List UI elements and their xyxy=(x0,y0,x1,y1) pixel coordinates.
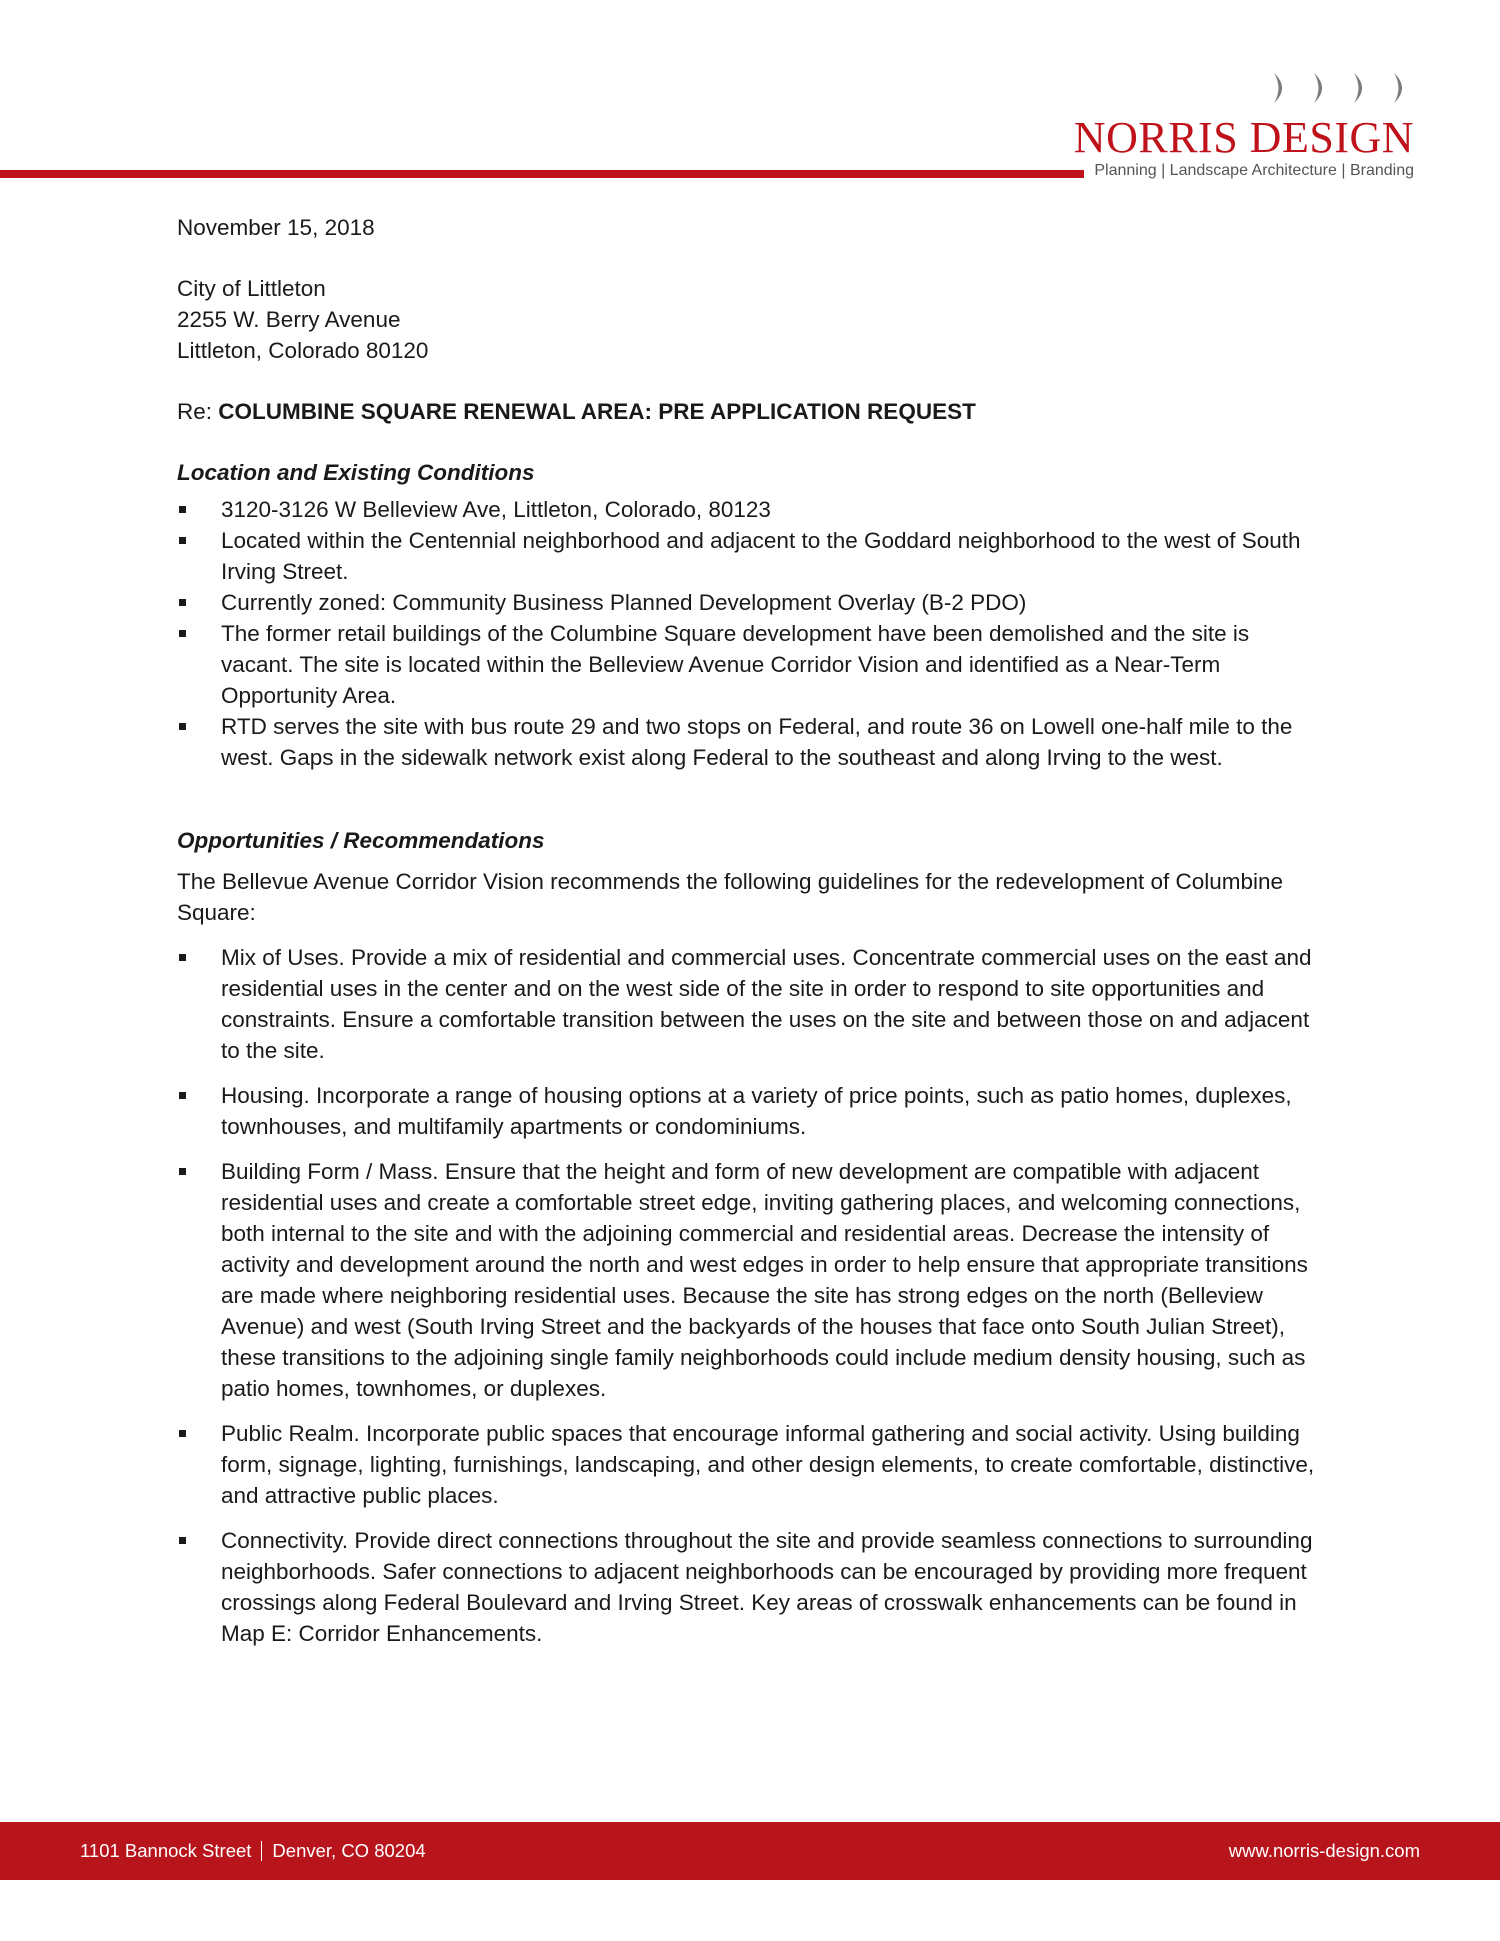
footer-city: Denver, CO 80204 xyxy=(272,1840,426,1861)
list-item: Public Realm. Incorporate public spaces that encourage informal gathering and social activity. Using building form, signage, lighting, furnishings, landscaping, and other design elements, to create comfortable, distinctive, and attractive public places. xyxy=(177,1418,1327,1511)
footer-website-link[interactable]: www.norris-design.com xyxy=(1228,1840,1420,1861)
crescent-icon xyxy=(1308,70,1334,106)
list-item: RTD serves the site with bus route 29 and two stops on Federal, and route 36 on Lowell one-half mile to the west. Gaps in the sidewalk network exist along Federal to the southeast and along Irving to the west. xyxy=(177,711,1327,773)
crescent-icon xyxy=(1348,70,1374,106)
logo-tagline: Planning | Landscape Architecture | Branding xyxy=(1094,162,1414,179)
location-list xyxy=(177,494,1327,773)
list-item: Connectivity. Provide direct connections throughout the site and provide seamless connections to surrounding neighborhoods. Safer connections to adjacent neighborhoods can be encouraged by providing more frequent crossings along Federal Boulevard and Irving Street. Key areas of crosswalk enhancements can be found in Map E: Corridor Enhancements. xyxy=(177,1525,1327,1649)
list-item: The former retail buildings of the Columbine Square development have been demolished and the site is vacant. The site is located within the Belleview Avenue Corridor Vision and identified as a Near-Term Opportunity Area. xyxy=(177,618,1327,711)
list-item: 3120-3126 W Belleview Ave, Littleton, Colorado, 80123 xyxy=(177,494,1327,525)
logo-name: NORRIS DESIGN xyxy=(1073,113,1414,162)
list-item: Housing. Incorporate a range of housing options at a variety of price points, such as patio homes, duplexes, townhouses, and multifamily apartments or condominiums. xyxy=(177,1080,1327,1142)
crescent-icon xyxy=(1268,70,1294,106)
section-heading-opportunities: Opportunities / Recommendations xyxy=(177,828,545,853)
list-item: Located within the Centennial neighborhood and adjacent to the Goddard neighborhood to the west of South Irving Street. xyxy=(177,525,1327,587)
footer-address xyxy=(80,1840,426,1862)
letter-body xyxy=(177,212,1327,1663)
section-heading-location: Location and Existing Conditions xyxy=(177,460,535,485)
footer-separator xyxy=(261,1841,262,1861)
crescent-icon xyxy=(1388,70,1414,106)
footer-street: 1101 Bannock Street xyxy=(80,1840,252,1861)
footer-bar xyxy=(0,1822,1500,1880)
logo-crescent-marks xyxy=(1268,70,1414,106)
list-item: Building Form / Mass. Ensure that the height and form of new development are compatible with adjacent residential uses and create a comfortable street edge, inviting gathering places, and welcoming connections, both internal to the site and with the adjoining commercial and residential areas. Decrease the intensity of activity and development around the north and west edges in order to help ensure that appropriate transitions are made where neighboring residential uses. Because the site has strong edges on the north (Belleview Avenue) and west (South Irving Street and the backyards of the houses that face onto South Julian Street), these transitions to the adjoining single family neighborhoods could include medium density housing, such as patio homes, townhomes, or duplexes. xyxy=(177,1156,1327,1404)
recommendations-list xyxy=(177,942,1327,1649)
letter-date: November 15, 2018 xyxy=(177,215,375,240)
address-line: Littleton, Colorado 80120 xyxy=(177,338,429,363)
address-line: City of Littleton xyxy=(177,276,326,301)
list-item: Mix of Uses. Provide a mix of residential and commercial uses. Concentrate commercial uses on the east and residential uses in the center and on the west side of the site in order to respond to site opportunities and constraints. Ensure a comfortable transition between the uses on the site and between those on and adjacent to the site. xyxy=(177,942,1327,1066)
list-item: Currently zoned: Community Business Planned Development Overlay (B-2 PDO) xyxy=(177,587,1327,618)
company-logo xyxy=(1073,70,1414,182)
header-divider xyxy=(0,170,1084,178)
subject-text: COLUMBINE SQUARE RENEWAL AREA: PRE APPLICATION REQUEST xyxy=(218,399,976,424)
address-line: 2255 W. Berry Avenue xyxy=(177,307,401,332)
recipient-address xyxy=(177,273,1327,366)
subject-prefix: Re: xyxy=(177,399,213,424)
subject-line xyxy=(177,396,1327,427)
section-intro: The Bellevue Avenue Corridor Vision recommends the following guidelines for the redevelopment of Columbine Square: xyxy=(177,869,1284,925)
